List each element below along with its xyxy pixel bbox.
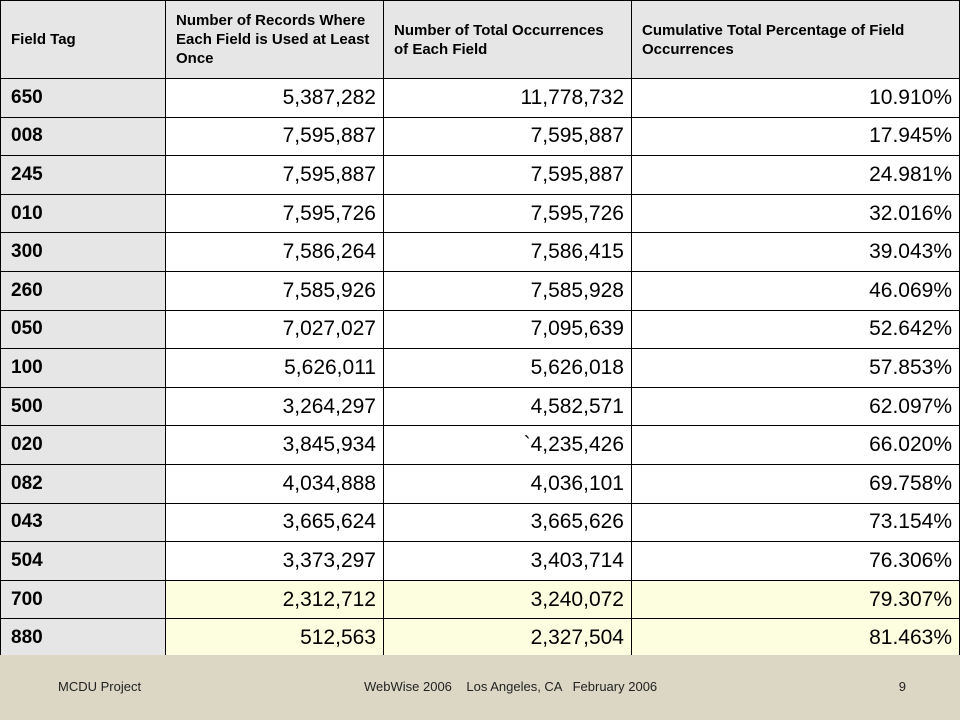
cell-field-tag: 245 (1, 156, 166, 195)
cell-records: 2,312,712 (166, 580, 384, 619)
cell-cumulative: 69.758% (632, 464, 960, 503)
cell-cumulative: 62.097% (632, 387, 960, 426)
cell-cumulative: 57.853% (632, 349, 960, 388)
cell-cumulative: 24.981% (632, 156, 960, 195)
cell-occurrences: 7,585,928 (384, 271, 632, 310)
cell-field-tag: 700 (1, 580, 166, 619)
cell-occurrences: 3,240,072 (384, 580, 632, 619)
cell-field-tag: 650 (1, 79, 166, 118)
cell-records: 4,034,888 (166, 464, 384, 503)
table-row (1, 349, 960, 388)
cell-records: 3,845,934 (166, 426, 384, 465)
table-body (1, 79, 960, 658)
table-row (1, 542, 960, 581)
cell-occurrences: 7,586,415 (384, 233, 632, 272)
cell-occurrences: 7,595,887 (384, 117, 632, 156)
cell-field-tag: 260 (1, 271, 166, 310)
table-row (1, 194, 960, 233)
cell-cumulative: 73.154% (632, 503, 960, 542)
cell-records: 7,586,264 (166, 233, 384, 272)
cell-cumulative: 46.069% (632, 271, 960, 310)
cell-field-tag: 008 (1, 117, 166, 156)
cell-records: 7,595,887 (166, 156, 384, 195)
cell-records: 3,373,297 (166, 542, 384, 581)
cell-field-tag: 880 (1, 619, 166, 658)
cell-field-tag: 050 (1, 310, 166, 349)
cell-field-tag: 100 (1, 349, 166, 388)
cell-cumulative: 79.307% (632, 580, 960, 619)
cell-cumulative: 81.463% (632, 619, 960, 658)
cell-occurrences: 11,778,732 (384, 79, 632, 118)
cell-occurrences: 2,327,504 (384, 619, 632, 658)
footer-event: WebWise 2006 Los Angeles, CA February 2006 (364, 679, 658, 694)
cell-field-tag: 010 (1, 194, 166, 233)
cell-records: 5,387,282 (166, 79, 384, 118)
cell-records: 3,264,297 (166, 387, 384, 426)
table-header-row (1, 1, 960, 79)
table-row (1, 580, 960, 619)
table-row (1, 271, 960, 310)
header-occurrences: Number of Total Occurrences of Each Field (384, 1, 632, 79)
cell-cumulative: 76.306% (632, 542, 960, 581)
table-row (1, 503, 960, 542)
table-row (1, 79, 960, 118)
cell-field-tag: 504 (1, 542, 166, 581)
cell-cumulative: 17.945% (632, 117, 960, 156)
table-row (1, 156, 960, 195)
cell-records: 5,626,011 (166, 349, 384, 388)
header-cumulative: Cumulative Total Percentage of Field Occurrences (632, 1, 960, 79)
cell-occurrences: 4,582,571 (384, 387, 632, 426)
cell-field-tag: 043 (1, 503, 166, 542)
cell-cumulative: 32.016% (632, 194, 960, 233)
slide-footer (0, 655, 960, 720)
cell-records: 3,665,624 (166, 503, 384, 542)
header-records: Number of Records Where Each Field is Used at Least Once (166, 1, 384, 79)
cell-occurrences: 7,595,726 (384, 194, 632, 233)
cell-cumulative: 10.910% (632, 79, 960, 118)
cell-records: 7,595,726 (166, 194, 384, 233)
table-row (1, 387, 960, 426)
cell-occurrences: 3,665,626 (384, 503, 632, 542)
footer-project: MCDU Project (58, 679, 142, 694)
cell-occurrences: 3,403,714 (384, 542, 632, 581)
cell-occurrences: 4,036,101 (384, 464, 632, 503)
table-row (1, 619, 960, 658)
table-row (1, 117, 960, 156)
cell-field-tag: 020 (1, 426, 166, 465)
footer-page-number: 9 (898, 679, 906, 694)
header-field-tag: Field Tag (1, 1, 166, 79)
cell-cumulative: 52.642% (632, 310, 960, 349)
cell-records: 512,563 (166, 619, 384, 658)
cell-occurrences: `4,235,426 (384, 426, 632, 465)
cell-occurrences: 7,095,639 (384, 310, 632, 349)
cell-records: 7,027,027 (166, 310, 384, 349)
cell-cumulative: 39.043% (632, 233, 960, 272)
cell-records: 7,585,926 (166, 271, 384, 310)
table-row (1, 233, 960, 272)
cell-cumulative: 66.020% (632, 426, 960, 465)
table-row (1, 310, 960, 349)
cell-field-tag: 500 (1, 387, 166, 426)
table-row (1, 464, 960, 503)
cell-occurrences: 7,595,887 (384, 156, 632, 195)
cell-field-tag: 300 (1, 233, 166, 272)
cell-occurrences: 5,626,018 (384, 349, 632, 388)
table-row (1, 426, 960, 465)
cell-field-tag: 082 (1, 464, 166, 503)
cell-records: 7,595,887 (166, 117, 384, 156)
